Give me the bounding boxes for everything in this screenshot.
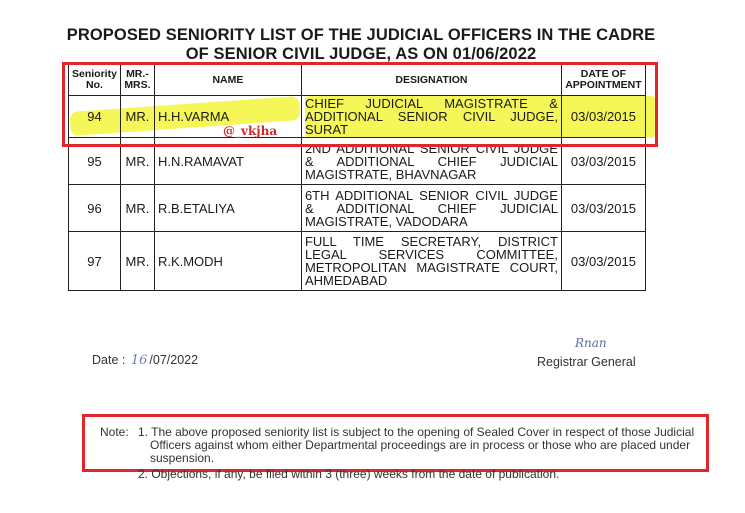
note-item: 2. Objections, if any, be filed within 3 (three) weeks from the date of publication. bbox=[138, 467, 560, 481]
cell-designation: FULL TIME SECRETARY, DISTRICT LEGAL SERVICES COMMITTEE, METROPOLITAN MAGISTRATE COURT, AHMEDABAD bbox=[301, 232, 561, 291]
cell-date: 03/03/2015 bbox=[561, 185, 645, 232]
table-row bbox=[69, 185, 646, 232]
cell-date: 03/03/2015 bbox=[561, 96, 645, 138]
date-handwritten-day: 16 bbox=[130, 353, 148, 368]
cell-seniority-no: 97 bbox=[69, 232, 121, 291]
table-row bbox=[69, 232, 646, 291]
cell-mr: MR. bbox=[120, 96, 154, 138]
title-line-2: OF SENIOR CIVIL JUDGE, AS ON 01/06/2022 bbox=[185, 45, 537, 62]
note-item: 1. The above proposed seniority list is subject to the opening of Sealed Cover in respect of those Judicial Officers against whom either Departmental proceedings are in process or those who are placed under suspension. bbox=[138, 425, 695, 465]
header-name: NAME bbox=[154, 65, 301, 96]
cell-seniority-no: 94 bbox=[69, 96, 121, 138]
cell-designation: CHIEF JUDICIAL MAGISTRATE & ADDITIONAL SENIOR CIVIL JUDGE, SURAT bbox=[301, 96, 561, 138]
cell-seniority-no: 96 bbox=[69, 185, 121, 232]
watermark-handle: @_vkjha bbox=[223, 124, 278, 138]
title-line-1: PROPOSED SENIORITY LIST OF THE JUDICIAL OFFICERS IN THE CADRE bbox=[66, 26, 656, 44]
cell-date: 03/03/2015 bbox=[561, 138, 645, 185]
cell-mr: MR. bbox=[120, 138, 154, 185]
date-label: Date : bbox=[92, 353, 126, 367]
cell-date: 03/03/2015 bbox=[561, 232, 645, 291]
cell-name: H.H.VARMA bbox=[154, 96, 301, 138]
cell-name: R.K.MODH bbox=[154, 232, 301, 291]
note-label: Note: bbox=[100, 425, 129, 439]
cell-mr: MR. bbox=[120, 232, 154, 291]
document-title bbox=[66, 26, 656, 62]
registrar-title: Registrar General bbox=[537, 355, 636, 369]
cell-mr: MR. bbox=[120, 185, 154, 232]
header-mr: MR.- MRS. bbox=[120, 65, 154, 96]
signature: Rnan bbox=[575, 336, 607, 350]
cell-name: R.B.ETALIYA bbox=[154, 185, 301, 232]
date-month-year: /07/2022 bbox=[149, 353, 199, 367]
header-seniority: Seniority No. bbox=[69, 65, 121, 96]
date-line bbox=[92, 353, 198, 368]
cell-name: H.N.RAMAVAT bbox=[154, 138, 301, 185]
red-annotation-box-table bbox=[62, 62, 658, 147]
cell-designation: 2ND ADDITIONAL SENIOR CIVIL JUDGE & ADDITIONAL CHIEF JUDICIAL MAGISTRATE, BHAVNAGAR bbox=[301, 138, 561, 185]
header-date: DATE OF APPOINTMENT bbox=[561, 65, 645, 96]
cell-seniority-no: 95 bbox=[69, 138, 121, 185]
header-designation: DESIGNATION bbox=[301, 65, 561, 96]
cell-designation: 6TH ADDITIONAL SENIOR CIVIL JUDGE & ADDITIONAL CHIEF JUDICIAL MAGISTRATE, VADODARA bbox=[301, 185, 561, 232]
